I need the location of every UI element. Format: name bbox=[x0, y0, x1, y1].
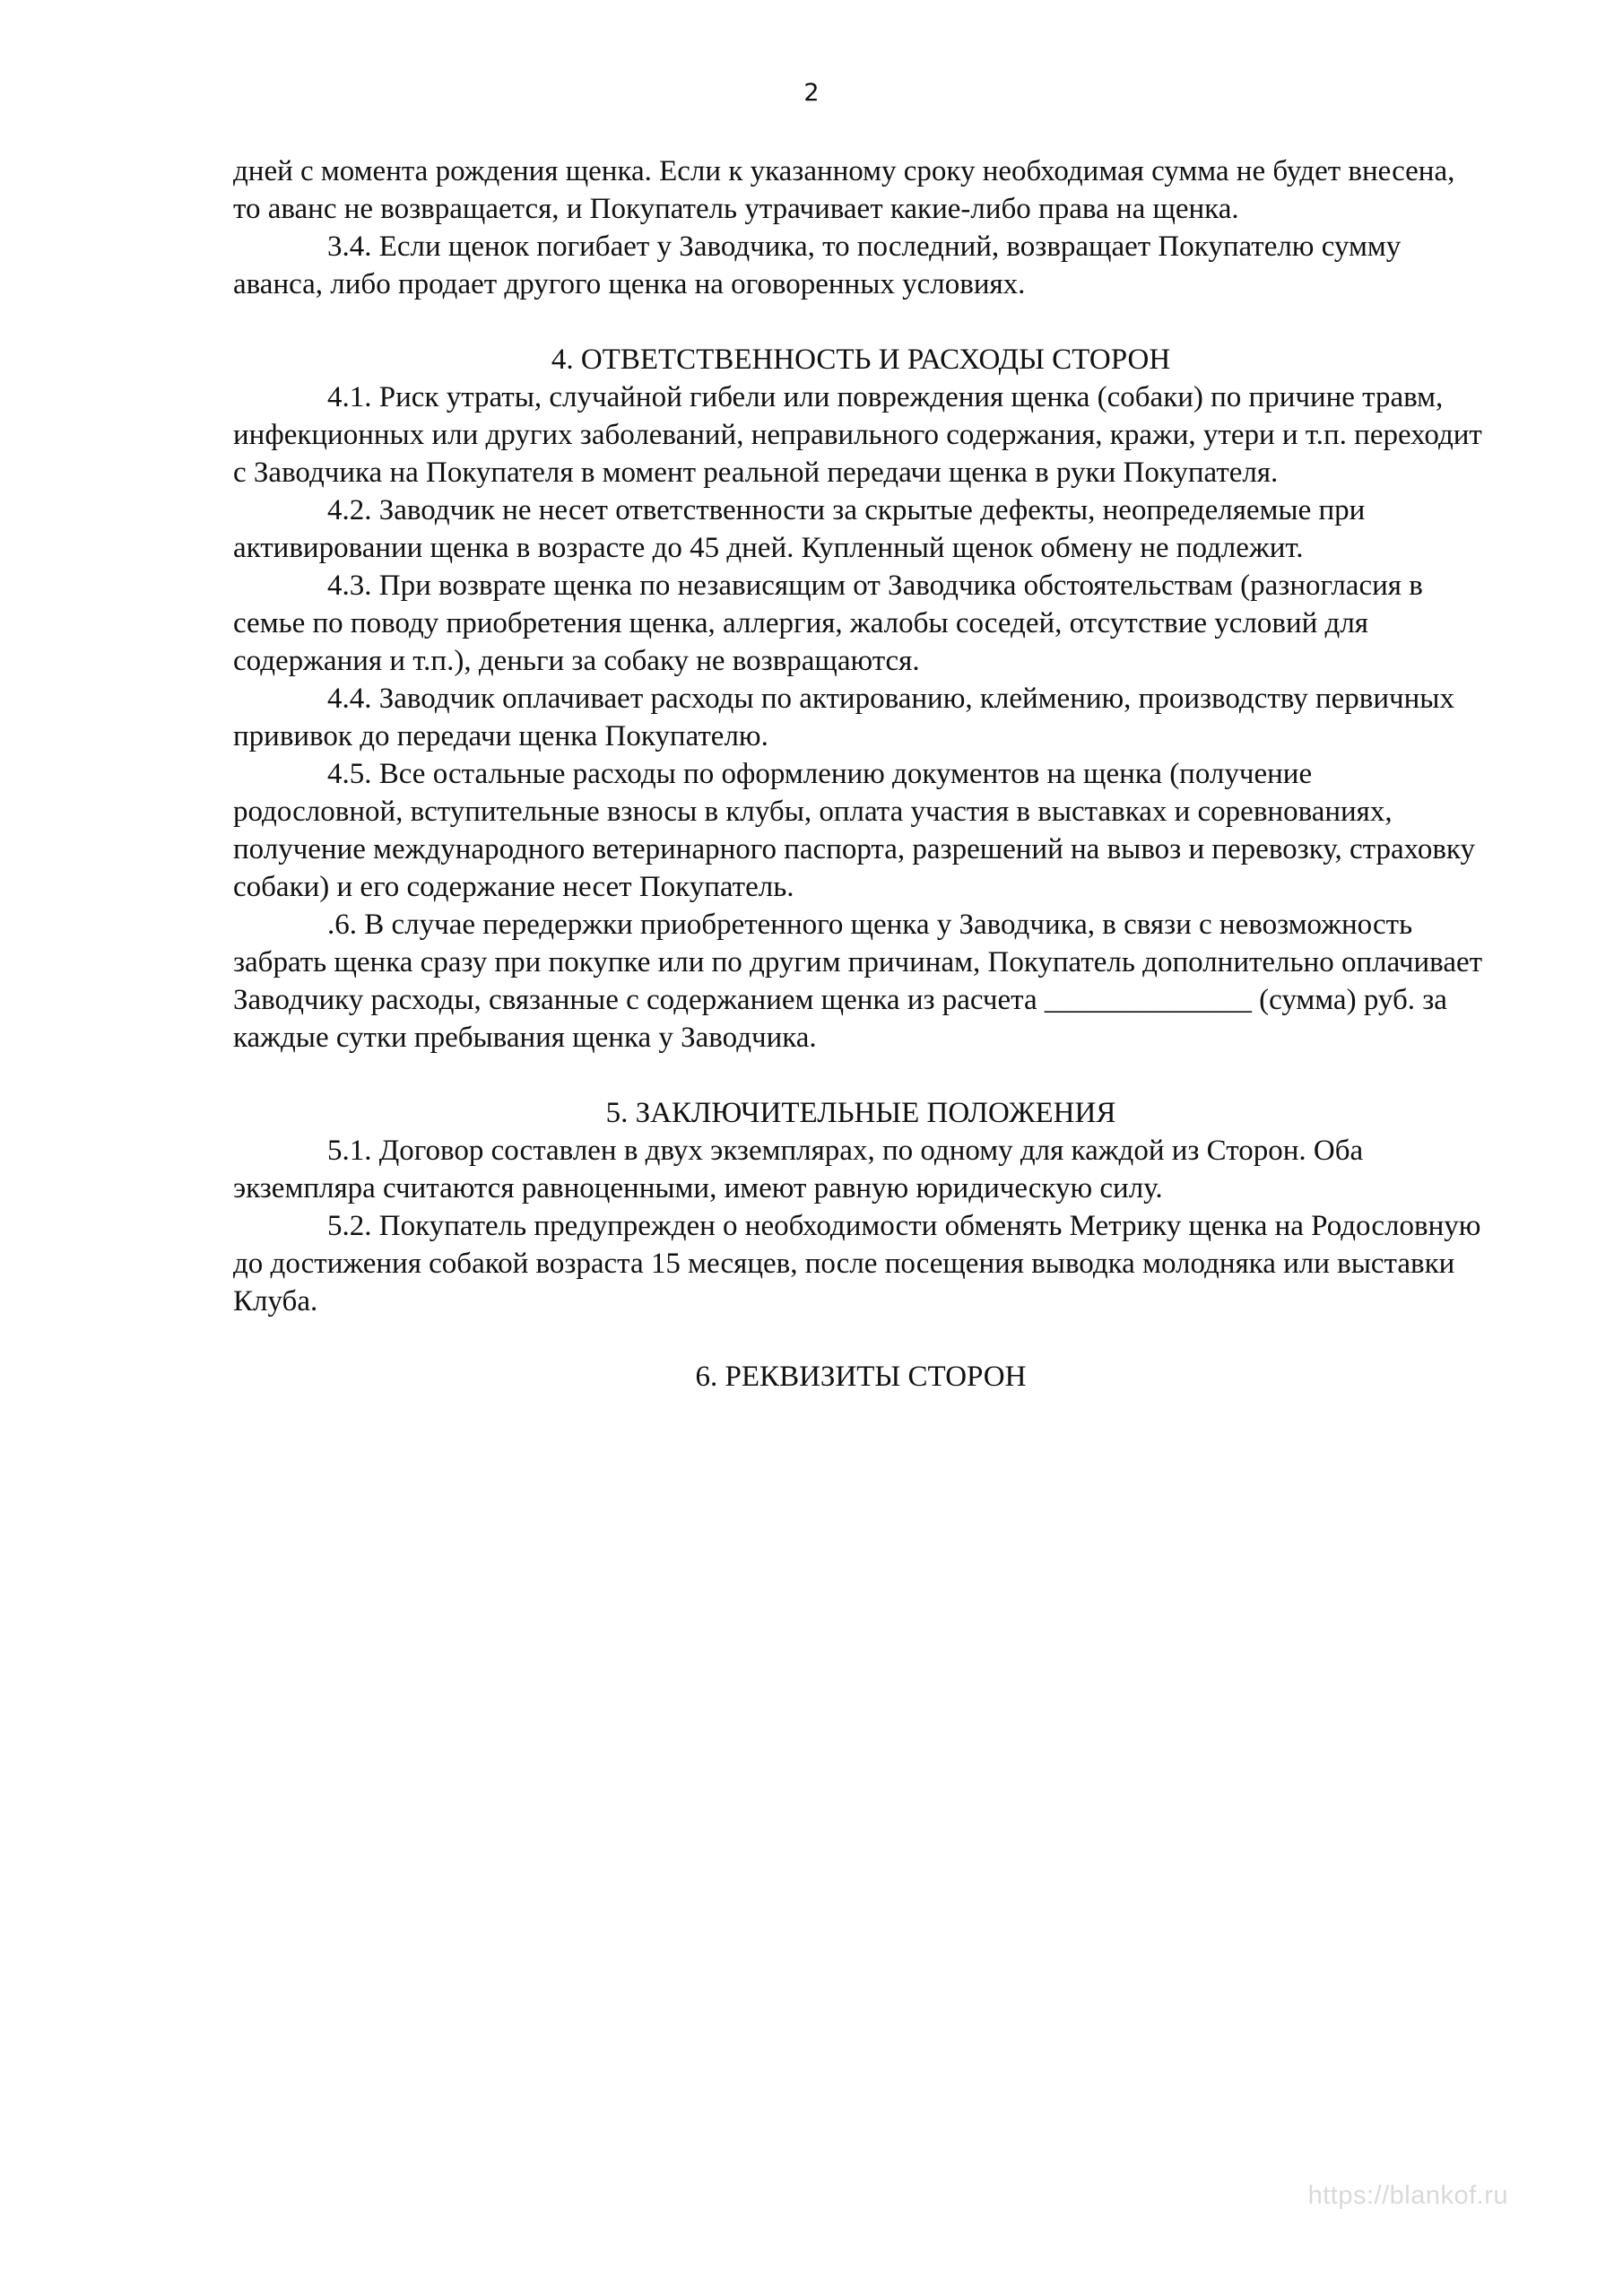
clause-5-2: 5.2. Покупатель предупрежден о необходимости обменять Метрику щенка на Родословную до достижения собакой возраста 15 месяцев, после посещения выводка молодняка или выставки Клуба. bbox=[233, 1210, 1481, 1318]
clause-5-1: 5.1. Договор составлен в двух экземплярах, по одному для каждой из Сторон. Оба экземпляра считаются равноценными, имеют равную юридическую силу. bbox=[233, 1135, 1364, 1205]
section-5-heading: 5. ЗАКЛЮЧИТЕЛЬНЫЕ ПОЛОЖЕНИЯ bbox=[605, 1097, 1116, 1129]
page-number: 2 bbox=[803, 79, 820, 107]
section-4-heading: 4. ОТВЕТСТВЕННОСТЬ И РАСХОДЫ СТОРОН bbox=[551, 344, 1171, 376]
clause-4-1: 4.1. Риск утраты, случайной гибели или повреждения щенка (собаки) по причине травм, инфекционных или других заболеваний, неправильного содержания, кражи, утери и т.п. переходит с Заводчика на Покупателя в момент реальной передачи щенка в руки Покупателя. bbox=[233, 381, 1482, 489]
clause-4-5: 4.5. Все остальные расходы по оформлению документов на щенка (получение родословной, вступительные взносы в клубы, оплата участия в выставках и соревнованиях, получение международного ветеринарного паспорта, разрешений на вывоз и перевозку, страховку собаки) и его содержание несет Покупатель. bbox=[233, 758, 1475, 903]
clause-3-4: 3.4. Если щенок погибает у Заводчика, то последний, возвращает Покупателю сумму аванса, либо продает другого щенка на оговоренных условиях. bbox=[233, 230, 1402, 300]
clause-4-3: 4.3. При возврате щенка по независящим от Заводчика обстоятельствам (разногласия в семье по поводу приобретения щенка, аллергия, жалобы соседей, отсутствие условий для содержания и т.п.), деньги за собаку не возвращаются. bbox=[233, 570, 1423, 677]
section-6-heading: 6. РЕКВИЗИТЫ СТОРОН bbox=[695, 1361, 1027, 1393]
watermark-url: https://blankof.ru bbox=[1307, 2181, 1508, 2210]
clause-4-4: 4.4. Заводчик оплачивает расходы по актированию, клеймению, производству первичных прививок до передачи щенка Покупателю. bbox=[233, 683, 1454, 752]
clause-4-2: 4.2. Заводчик не несет ответственности за скрытые дефекты, неопределяемые при активировании щенка в возрасте до 45 дней. Купленный щенок обмену не подлежит. bbox=[233, 494, 1366, 564]
clause-4-6: .6. В случае передержки приобретенного щенка у Заводчика, в связи с невозможность забрать щенка сразу при покупке или по другим причинам, Покупатель дополнительно оплачивает Заводчику расходы, связанные с содержанием щенка из расчета ______________ (сумма) руб. за каждые сутки пребывания щенка у Заводчика. bbox=[233, 909, 1483, 1054]
document-body bbox=[233, 152, 1488, 1396]
paragraph-continuation: дней с момента рождения щенка. Если к указанному сроку необходимая сумма не будет внесена, то аванс не возвращается, и Покупатель утрачивает какие-либо права на щенка. bbox=[233, 155, 1455, 225]
